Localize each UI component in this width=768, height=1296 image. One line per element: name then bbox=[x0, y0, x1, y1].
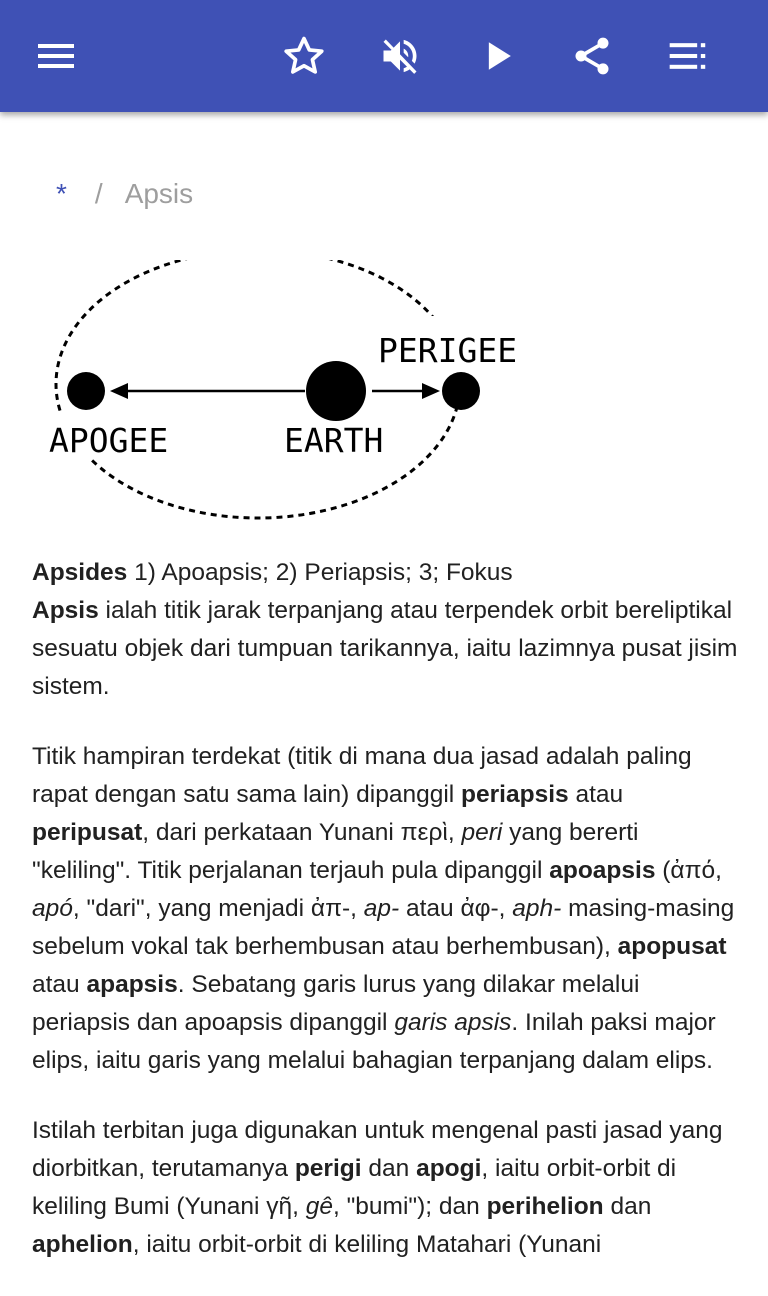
text-run: Apsis bbox=[32, 597, 99, 624]
text-run: Apsides bbox=[32, 559, 128, 586]
text-run: apopusat bbox=[617, 933, 727, 960]
text-run: apó bbox=[32, 895, 73, 922]
arrow-head-apogee bbox=[110, 383, 128, 399]
text-run: atau bbox=[568, 781, 624, 808]
text-run: garis apsis bbox=[394, 1009, 512, 1036]
volume-off-icon bbox=[378, 34, 422, 78]
text-run: dan bbox=[603, 1193, 652, 1220]
text-run: 1) Apoapsis; 2) Periapsis; 3; Fokus bbox=[127, 559, 513, 586]
text-run: aphelion bbox=[32, 1231, 133, 1258]
image-caption bbox=[32, 554, 744, 592]
text-run: periapsis bbox=[461, 781, 569, 808]
text-run: dan bbox=[361, 1155, 417, 1182]
share-icon bbox=[570, 34, 614, 78]
play-icon bbox=[476, 34, 520, 78]
article-body bbox=[32, 554, 744, 1296]
mute-button[interactable] bbox=[372, 28, 428, 84]
text-run: ap- bbox=[363, 895, 400, 922]
share-button[interactable] bbox=[564, 28, 620, 84]
text-run: , "dari", yang menjadi ἀπ-, bbox=[72, 895, 364, 922]
perigee-point bbox=[442, 372, 480, 410]
earth-point bbox=[306, 361, 366, 421]
text-run: aph- bbox=[512, 895, 562, 922]
paragraph-2 bbox=[32, 738, 744, 1080]
text-run: , iaitu orbit-orbit di keliling Bumi (Yunani γῆ, bbox=[32, 1155, 677, 1220]
text-run: masing-masing sebelum vokal tak berhembusan atau berhembusan), bbox=[32, 895, 735, 960]
text-run: , dari perkataan Yunani περὶ, bbox=[142, 819, 462, 846]
text-run: , "bumi"); dan bbox=[333, 1193, 487, 1220]
favorite-button[interactable] bbox=[276, 28, 332, 84]
text-run: . Inilah paksi major elips, iaitu garis yang melalui bahagian terpanjang dalam elips. bbox=[32, 1009, 716, 1074]
contents-button[interactable] bbox=[660, 28, 716, 84]
text-run: atau ἀφ-, bbox=[399, 895, 513, 922]
perigee-label: PERIGEE bbox=[378, 331, 518, 370]
text-run: . Sebatang garis lurus yang dilakar melalui periapsis dan apoapsis dipanggil bbox=[32, 971, 640, 1036]
text-run: (ἀπό, bbox=[655, 857, 722, 884]
apogee-point bbox=[67, 372, 105, 410]
text-run: perihelion bbox=[486, 1193, 604, 1220]
text-run: apapsis bbox=[86, 971, 178, 998]
text-run: yang bererti "keliling". Titik perjalanan terjauh pula dipanggil bbox=[32, 819, 639, 884]
breadcrumb bbox=[56, 178, 193, 210]
text-run: apoapsis bbox=[549, 857, 656, 884]
text-run: gê bbox=[305, 1193, 333, 1220]
menu-button[interactable] bbox=[28, 28, 84, 84]
text-run: Titik hampiran terdekat (titik di mana dua jasad adalah paling rapat dengan satu sama lain) dipanggil bbox=[32, 743, 692, 808]
text-run: peripusat bbox=[32, 819, 143, 846]
playlist-icon bbox=[666, 34, 710, 78]
arrow-head-perigee bbox=[422, 383, 440, 399]
text-run: perigi bbox=[294, 1155, 362, 1182]
paragraph-3 bbox=[32, 1112, 744, 1264]
text-run: atau bbox=[32, 971, 87, 998]
breadcrumb-home-link[interactable]: * bbox=[56, 178, 67, 209]
app-toolbar bbox=[0, 0, 768, 112]
star-icon bbox=[282, 34, 326, 78]
breadcrumb-separator: / bbox=[94, 178, 103, 209]
text-run: Istilah terbitan juga digunakan untuk mengenal pasti jasad yang diorbitkan, terutamanya bbox=[32, 1117, 723, 1182]
text-run: ialah titik jarak terpanjang atau terpendek orbit bereliptikal sesuatu objek dari tumpuan tarikannya, iaitu lazimnya pusat jisim sistem. bbox=[32, 597, 738, 700]
apogee-label: APOGEE bbox=[49, 421, 169, 460]
text-run: peri bbox=[461, 819, 503, 846]
apsis-diagram bbox=[30, 260, 550, 540]
text-run: apogi bbox=[416, 1155, 482, 1182]
intro-paragraph bbox=[32, 592, 744, 706]
text-run: , iaitu orbit-orbit di keliling Matahari (Yunani bbox=[132, 1231, 602, 1258]
breadcrumb-current: Apsis bbox=[124, 178, 194, 209]
menu-icon bbox=[36, 36, 76, 76]
play-button[interactable] bbox=[470, 28, 526, 84]
earth-label: EARTH bbox=[284, 421, 384, 460]
